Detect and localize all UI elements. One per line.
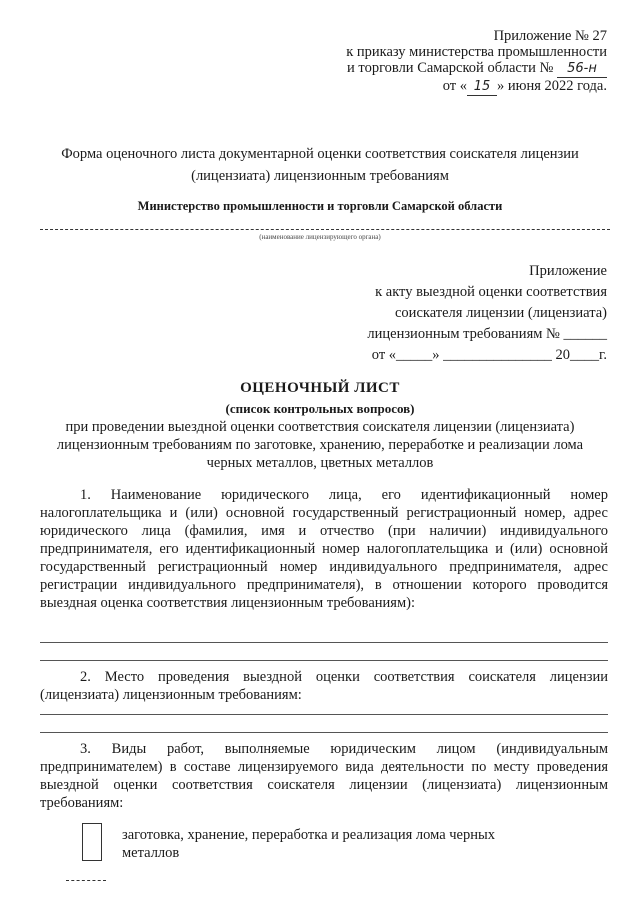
order-number-line: и торговли Самарской области № 56-н	[346, 60, 607, 78]
handwritten-order-day: 15	[467, 79, 497, 96]
work-type-option: заготовка, хранение, переработка и реализация лома черных металлов	[122, 827, 495, 861]
item-1-answer-line-2	[40, 660, 608, 661]
item-2-text: 2. Место проведения выездной оценки соответствия соискателя лицензии (лицензиата) лицензионным требованиям:	[40, 669, 608, 703]
form-title: Форма оценочного листа документарной оценки соответствия соискателя лицензии (лицензиата) лицензионным требованиям	[61, 146, 579, 184]
appendix-number: Приложение № 27	[493, 28, 607, 44]
order-date-line: от « 15 » июня 2022 года.	[442, 78, 607, 94]
sheet-title: ОЦЕНОЧНЫЙ ЛИСТ	[240, 380, 400, 396]
ministry-caption: (наименование лицензирующего органа)	[259, 233, 381, 241]
ministry-name: Министерство промышленности и торговли Самарской области	[137, 199, 503, 213]
item-1-text: 1. Наименование юридического лица, его идентификационный номер налогоплательщика и (или) основной государственный регистрационный номер, адрес юридического лица (фамилия, имя и отчество (при наличии) индивидуального предпринимателя, его идентификационный номер налогоплательщика и (или) основной государственный регистрационный номер индивидуального предпринимателя, адрес регистрации индивидуального предпринимателя), в отношении которого проводится выездная оценка соответствия лицензионным требованиям):	[40, 487, 608, 611]
handwritten-order-number: 56-н	[557, 61, 607, 78]
footer-mark	[66, 880, 106, 881]
sheet-subtitle: (список контрольных вопросов)	[225, 401, 415, 416]
item-2-answer-line-2	[40, 732, 608, 733]
work-type-checkbox[interactable]	[82, 823, 102, 861]
item-2-answer-line-1	[40, 714, 608, 715]
item-3-text: 3. Виды работ, выполняемые юридическим лицом (индивидуальным предпринимателем) в составе лицензируемого вида деятельности по месту проведения выездной оценки соответствия соискателя лицензии (лицензиата) лицензионным требованиям:	[40, 741, 608, 811]
sheet-description: при проведении выездной оценки соответствия соискателя лицензии (лицензиата) лицензионным требованиям по заготовке, хранению, переработке и реализации лома черных металлов, цветных металлов	[56, 419, 584, 471]
ministry-underline	[40, 229, 610, 230]
order-reference: к приказу министерства промышленности	[346, 44, 607, 60]
order-header	[346, 28, 607, 96]
item-1-answer-line-1	[40, 642, 608, 643]
act-appendix: Приложение к акту выездной оценки соответствия соискателя лицензии (лицензиата) лицензионным требованиям № ______ от «_____» _______________ 20____г.	[367, 263, 607, 363]
